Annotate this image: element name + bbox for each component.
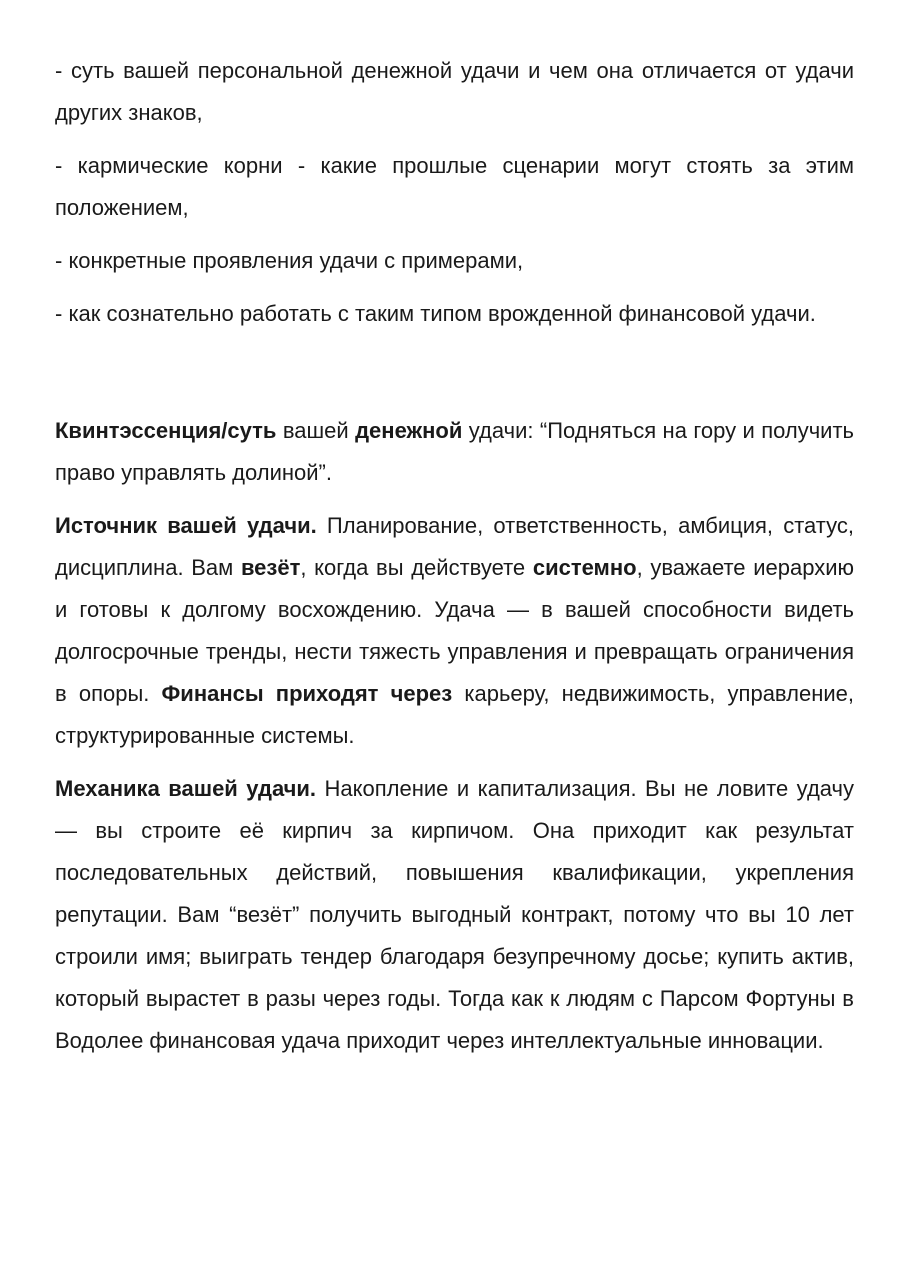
list-item: - кармические корни - какие прошлые сценарии могут стоять за этим положением,	[55, 153, 854, 220]
systemic-bold-term: системно	[532, 555, 637, 580]
mechanics-paragraph: Механика вашей удачи. Накопление и капитализация. Вы не ловите удачу — вы строите её кирпич за кирпичом. Она приходит как результат последовательных действий, повышения квалификации, укрепления репутации. Вам “везёт” получить выгодный контракт, потому что вы 10 лет строили имя; выиграть тендер благодаря безупречному досье; купить актив, который вырастет в разы через годы. Тогда как к людям с Парсом Фортуны в Водолее финансовая удача приходит через интеллектуальные инновации.	[55, 776, 854, 1053]
topics-list	[55, 50, 854, 335]
money-bold-term: денежной	[355, 418, 463, 443]
lucky-bold-term: везёт	[240, 555, 301, 580]
finance-bold-term: Финансы приходят через	[161, 681, 453, 706]
quintessence-bold-term: Квинтэссенция/суть	[55, 418, 277, 443]
list-item: - конкретные проявления удачи с примерами,	[55, 248, 524, 273]
section-gap	[55, 346, 854, 410]
quintessence-paragraph: Квинтэссенция/суть вашей денежной удачи: “Подняться на гору и получить право управлять долиной”.	[55, 418, 854, 485]
source-paragraph: Источник вашей удачи. Планирование, ответственность, амбиция, статус, дисциплина. Вам везёт, когда вы действуете системно, уважаете иерархию и готовы к долгому восхождению. Удача — в вашей способности видеть долгосрочные тренды, нести тяжесть управления и превращать ограничения в опоры. Финансы приходят через карьеру, недвижимость, управление, структурированные системы.	[55, 513, 854, 748]
list-item: - суть вашей персональной денежной удачи и чем она отличается от удачи других знаков,	[55, 58, 854, 125]
mechanics-heading: Механика вашей удачи.	[55, 776, 317, 801]
document-page	[55, 50, 854, 1073]
source-heading: Источник вашей удачи.	[55, 513, 317, 538]
main-text	[55, 410, 854, 1062]
list-item: - как сознательно работать с таким типом врожденной финансовой удачи.	[55, 301, 816, 326]
